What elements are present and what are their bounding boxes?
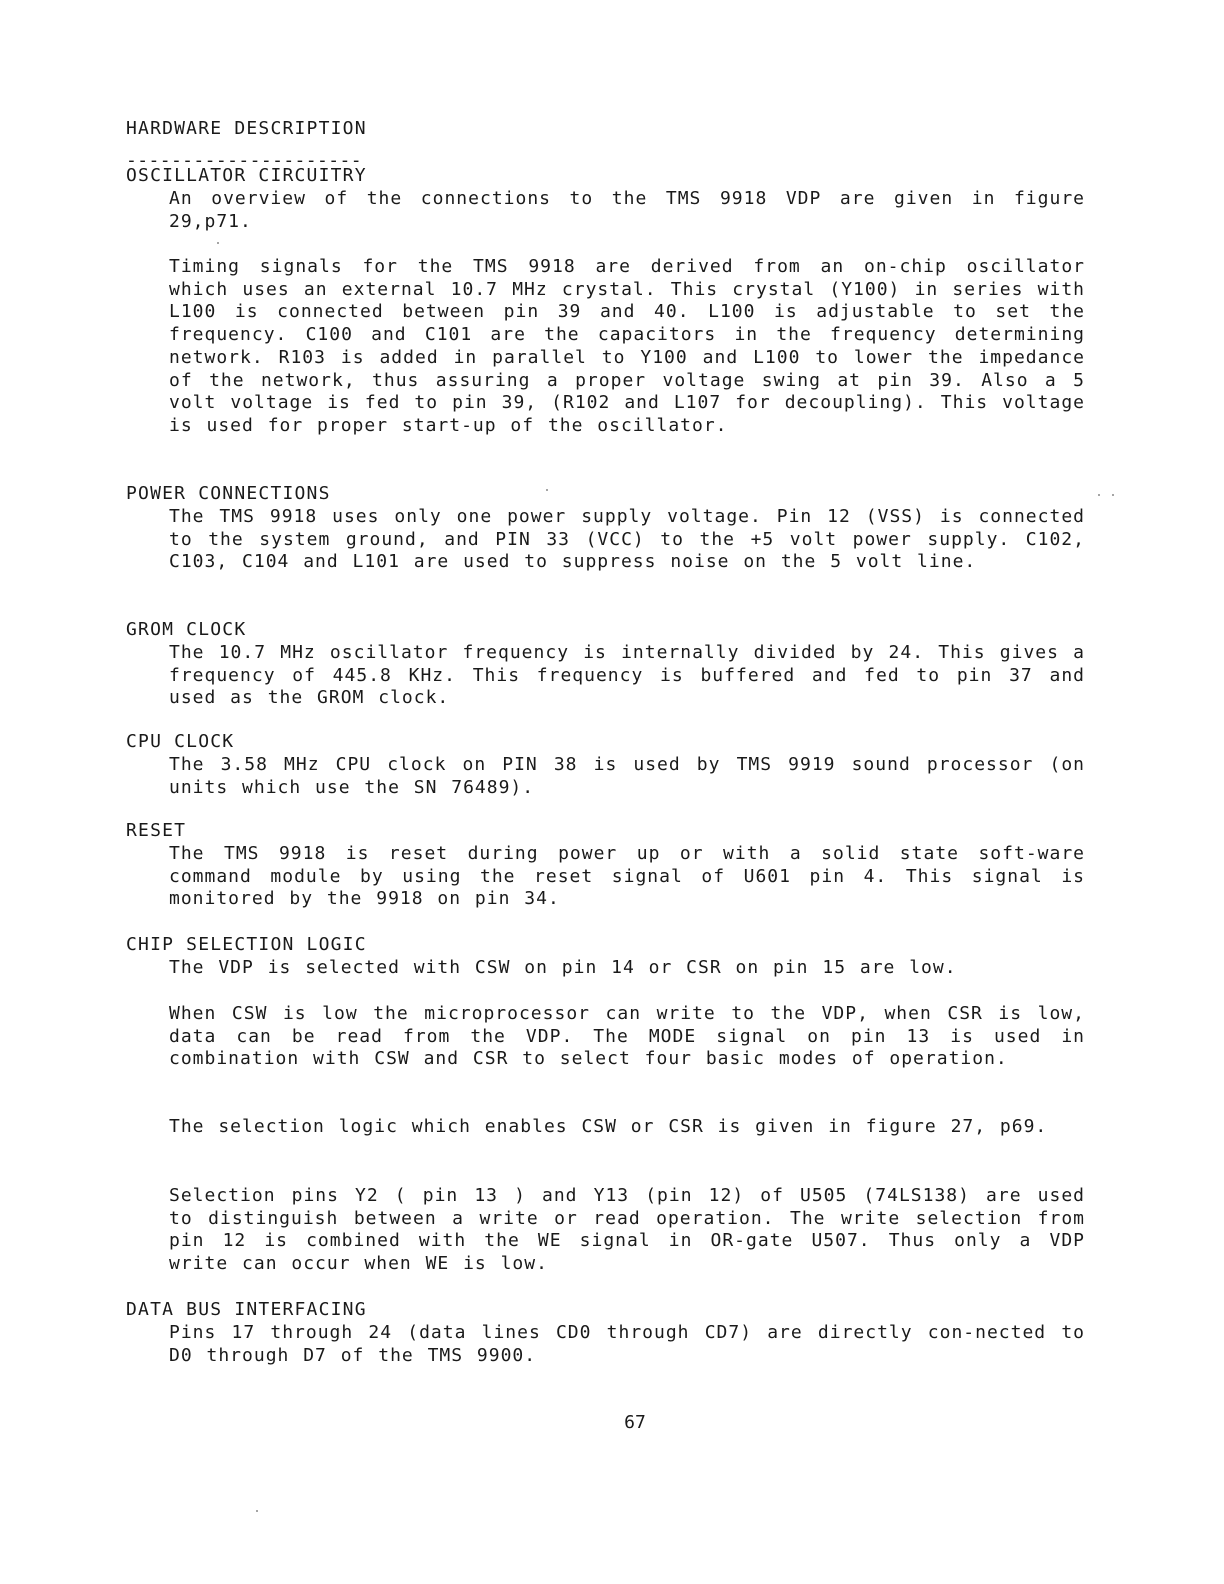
- paragraph-power: The TMS 9918 uses only one power supply voltage. Pin 12 (VSS) is connected to the system ground, and PIN 33 (VCC) to the +5 volt power supply. C102, C103, C104 and L101 are used to suppress noise on the 5 volt line.: [169, 506, 1085, 573]
- paragraph-cpu-clock: The 3.58 MHz CPU clock on PIN 38 is used by TMS 9919 sound processor (on units which use the SN 76489).: [169, 754, 1085, 798]
- scan-speck: [217, 242, 219, 244]
- paragraph-chip-selection-4: Selection pins Y2 ( pin 13 ) and Y13 (pin 12) of U505 (74LS138) are used to distinguish between a write or read operation. The write selection from pin 12 is combined with the WE signal in OR-gate U507. Thus only a VDP write can occur when WE is low.: [169, 1185, 1085, 1275]
- scan-speck: [546, 489, 548, 491]
- paragraph-grom-clock: The 10.7 MHz oscillator frequency is internally divided by 24. This gives a frequency of 445.8 KHz. This frequency is buffered and fed to pin 37 and used as the GROM clock.: [169, 642, 1085, 709]
- title-underline: ---------------------: [126, 150, 362, 171]
- section-heading-cpu-clock: CPU CLOCK: [126, 731, 235, 752]
- section-heading-grom-clock: GROM CLOCK: [126, 619, 247, 640]
- section-heading-chip-selection: CHIP SELECTION LOGIC: [126, 934, 367, 955]
- paragraph-chip-selection-3: The selection logic which enables CSW or CSR is given in figure 27, p69.: [169, 1116, 1048, 1137]
- section-heading-reset: RESET: [126, 820, 187, 841]
- paragraph-chip-selection-2: When CSW is low the microprocessor can write to the VDP, when CSR is low, data can be read from the VDP. The MODE signal on pin 13 is used in combination with CSW and CSR to select four basic modes of operation.: [169, 1003, 1085, 1070]
- paragraph-reset: The TMS 9918 is reset during power up or with a solid state soft-ware command module by using the reset signal of U601 pin 4. This signal is monitored by the 9918 on pin 34.: [169, 843, 1085, 910]
- scan-speck: [256, 1510, 258, 1512]
- section-heading-oscillator: OSCILLATOR CIRCUITRY: [126, 165, 367, 186]
- scan-speck: [1112, 494, 1114, 496]
- document-title: HARDWARE DESCRIPTION: [126, 118, 367, 139]
- paragraph-oscillator-overview: An overview of the connections to the TMS 9918 VDP are given in figure 29,p71.: [169, 188, 1085, 232]
- page-number: 67: [624, 1412, 646, 1433]
- paragraph-data-bus: Pins 17 through 24 (data lines CD0 through CD7) are directly con-nected to D0 through D7 of the TMS 9900.: [169, 1322, 1085, 1366]
- section-heading-data-bus: DATA BUS INTERFACING: [126, 1299, 367, 1320]
- scan-speck: [1098, 494, 1100, 496]
- paragraph-chip-selection-1: The VDP is selected with CSW on pin 14 or CSR on pin 15 are low.: [169, 957, 957, 978]
- section-heading-power: POWER CONNECTIONS: [126, 483, 331, 504]
- paragraph-oscillator-timing: Timing signals for the TMS 9918 are derived from an on-chip oscillator which uses an external 10.7 MHz crystal. This crystal (Y100) in series with L100 is connected between pin 39 and 40. L100 is adjustable to set the frequency. C100 and C101 are the capacitors in the frequency determining network. R103 is added in parallel to Y100 and L100 to lower the impedance of the network, thus assuring a proper voltage swing at pin 39. Also a 5 volt voltage is fed to pin 39, (R102 and L107 for decoupling). This voltage is used for proper start-up of the oscillator.: [169, 256, 1085, 436]
